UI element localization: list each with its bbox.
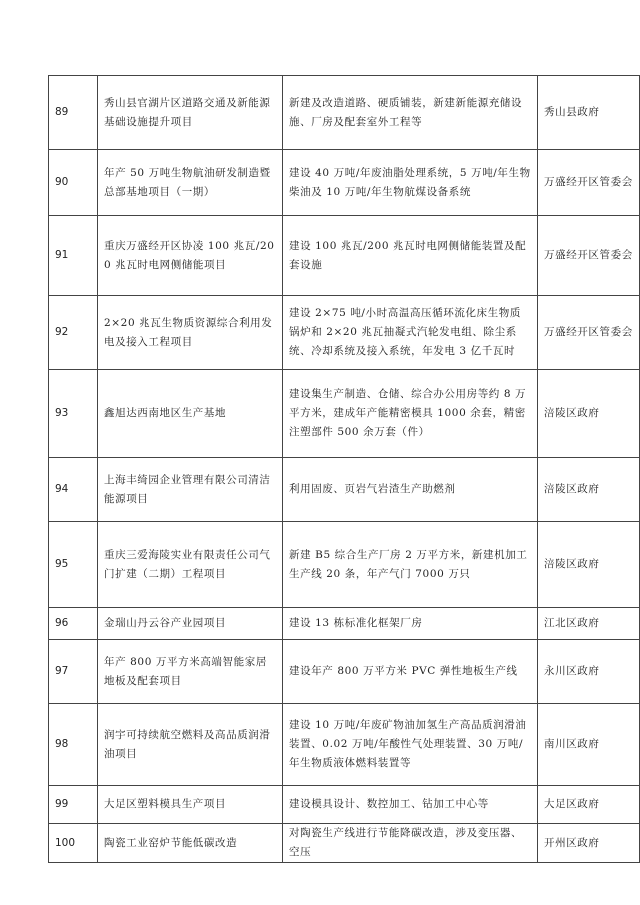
project-name: [98, 370, 283, 458]
row-number: 99: [49, 786, 98, 824]
project-content: [283, 608, 538, 640]
project-content-text: 建设 40 万吨/年废油脂处理系统，5 万吨/年生物柴油及 10 万吨/年生物航煤设备系统: [289, 166, 531, 198]
row-number: 91: [49, 216, 98, 296]
project-name-text: 2×20 兆瓦生物质资源综合利用发电及接入工程项目: [104, 316, 273, 348]
project-name-text: 鑫旭达西南地区生产基地: [104, 407, 227, 419]
responsible-unit-text: 南川区政府: [544, 738, 600, 750]
project-content: [283, 458, 538, 522]
project-table: [48, 75, 640, 863]
responsible-unit: [538, 640, 640, 704]
project-content-text: 对陶瓷生产线进行节能降碳改造，涉及变压器、空压: [289, 827, 523, 858]
table-row: [49, 76, 640, 150]
row-number: 95: [49, 522, 98, 608]
row-number: 92: [49, 296, 98, 370]
project-content-text: 建设集生产制造、仓储、综合办公用房等约 8 万平方米，建成年产能精密模具 1000 余套，精密注塑部件 500 余万套（件）: [289, 388, 527, 438]
table-row: [49, 704, 640, 786]
responsible-unit-text: 万盛经开区管委会: [544, 176, 633, 188]
responsible-unit: [538, 150, 640, 216]
responsible-unit-text: 万盛经开区管委会: [544, 326, 633, 338]
project-content-text: 建设 10 万吨/年废矿物油加氢生产高品质润滑油装置、0.02 万吨/年酸性气处理装置、30 万吨/年生物质液体燃料装置等: [289, 719, 527, 769]
project-content: [283, 704, 538, 786]
table-row: [49, 458, 640, 522]
project-content-text: 建设 13 栋标准化框架厂房: [289, 617, 423, 629]
project-content: [283, 640, 538, 704]
responsible-unit: [538, 786, 640, 824]
responsible-unit-text: 秀山县政府: [544, 106, 600, 118]
responsible-unit: [538, 608, 640, 640]
responsible-unit-text: 永川区政府: [544, 665, 600, 677]
row-number: 89: [49, 76, 98, 150]
table-row: [49, 640, 640, 704]
project-content-text: 建设年产 800 万平方米 PVC 弹性地板生产线: [289, 665, 518, 677]
project-name-text: 陶瓷工业窑炉节能低碳改造: [104, 836, 238, 849]
project-name-text: 上海丰绮园企业管理有限公司清洁能源项目: [104, 473, 271, 505]
project-name: [98, 458, 283, 522]
table-row: [49, 150, 640, 216]
project-name-text: 重庆万盛经开区协凌 100 兆瓦/200 兆瓦时电网侧储能项目: [104, 239, 275, 271]
table-row: [49, 824, 640, 863]
table-row: [49, 370, 640, 458]
project-name-text: 润宇可持续航空燃料及高品质润滑油项目: [104, 728, 271, 760]
row-number: 97: [49, 640, 98, 704]
responsible-unit-text: 涪陵区政府: [544, 407, 600, 419]
project-name: [98, 704, 283, 786]
responsible-unit-text: 江北区政府: [544, 617, 600, 629]
project-content: [283, 150, 538, 216]
project-name: [98, 608, 283, 640]
project-name-text: 大足区塑料模具生产项目: [104, 798, 227, 810]
responsible-unit: [538, 522, 640, 608]
responsible-unit: [538, 296, 640, 370]
responsible-unit: [538, 76, 640, 150]
project-name: [98, 640, 283, 704]
table-row: [49, 216, 640, 296]
project-content-text: 建设 100 兆瓦/200 兆瓦时电网侧储能装置及配套设施: [289, 239, 527, 271]
row-number: 96: [49, 608, 98, 640]
responsible-unit: [538, 216, 640, 296]
project-content-text: 建设 2×75 吨/小时高温高压循环流化床生物质锅炉和 2×20 兆瓦抽凝式汽轮发电组、除尘系统、冷却系统及接入系统，年发电 3 亿千瓦时: [289, 307, 521, 357]
project-content-text: 利用固废、页岩气岩渣生产助燃剂: [289, 483, 456, 495]
responsible-unit-text: 万盛经开区管委会: [544, 249, 633, 261]
responsible-unit-text: 涪陵区政府: [544, 483, 600, 495]
row-number: 94: [49, 458, 98, 522]
project-name: [98, 150, 283, 216]
row-number: 98: [49, 704, 98, 786]
project-name: [98, 76, 283, 150]
row-number: 100: [49, 824, 98, 863]
project-name-text: 重庆三爱海陵实业有限责任公司气门扩建（二期）工程项目: [104, 548, 271, 580]
table-row: [49, 608, 640, 640]
responsible-unit: [538, 704, 640, 786]
project-name: [98, 786, 283, 824]
project-name-text: 金瑞山丹云谷产业园项目: [104, 617, 227, 629]
project-name-text: 年产 800 万平方米高端智能家居地板及配套项目: [104, 655, 267, 687]
project-content: [283, 824, 538, 863]
project-content: [283, 76, 538, 150]
responsible-unit-text: 涪陵区政府: [544, 558, 600, 570]
project-content-text: 建设模具设计、数控加工、钻加工中心等: [289, 798, 489, 810]
project-name: [98, 824, 283, 863]
project-name: [98, 216, 283, 296]
responsible-unit-text: 开州区政府: [544, 836, 600, 849]
project-content: [283, 296, 538, 370]
row-number: 93: [49, 370, 98, 458]
responsible-unit: [538, 370, 640, 458]
table-row: [49, 522, 640, 608]
table-row: [49, 296, 640, 370]
project-content: [283, 216, 538, 296]
responsible-unit-text: 大足区政府: [544, 798, 600, 810]
project-content: [283, 370, 538, 458]
responsible-unit: [538, 458, 640, 522]
project-name: [98, 296, 283, 370]
row-number: 90: [49, 150, 98, 216]
project-content: [283, 522, 538, 608]
table-row: [49, 786, 640, 824]
responsible-unit: [538, 824, 640, 863]
project-content: [283, 786, 538, 824]
project-name: [98, 522, 283, 608]
project-content-text: 新建 B5 综合生产厂房 2 万平方米，新建机加工生产线 20 条，年产气门 7000 万只: [289, 548, 528, 580]
project-content-text: 新建及改造道路、硬质铺装，新建新能源充储设施、厂房及配套室外工程等: [289, 96, 523, 128]
project-name-text: 年产 50 万吨生物航油研发制造暨总部基地项目（一期）: [104, 166, 271, 198]
project-name-text: 秀山县官湖片区道路交通及新能源基础设施提升项目: [104, 96, 271, 128]
